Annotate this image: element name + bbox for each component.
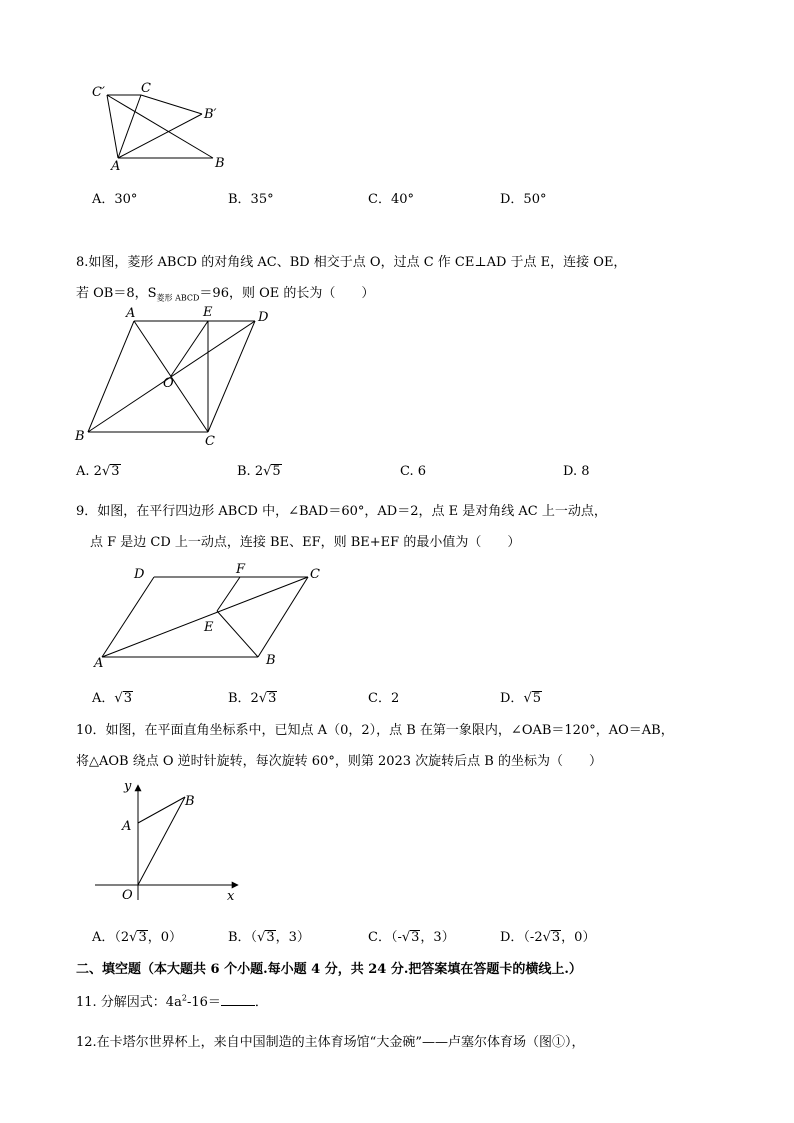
q9-option-d-radicand: 5 bbox=[532, 691, 542, 706]
q10-option-c-pre: C．（- bbox=[368, 930, 402, 945]
section2-heading: 二、填空题（本大题共 6 个小题.每小题 4 分，共 24 分.把答案填在答题卡的横线上.） bbox=[76, 962, 582, 977]
q10-label-y: y bbox=[124, 779, 132, 794]
q10-stem-line1: 10．如图，在平面直角坐标系中，已知点 A（0，2），点 B 在第一象限内，∠OAB＝120°，AO＝AB， bbox=[76, 723, 674, 738]
q8-label-b: B bbox=[75, 429, 85, 444]
q9-option-b-prefix: B．2 bbox=[228, 691, 259, 706]
q8-line2-b: ＝96，则 OE 的长为（ ） bbox=[199, 286, 375, 301]
q10-option-a-post: ，0） bbox=[147, 930, 183, 945]
q10-option-c-radicand: 3 bbox=[411, 930, 420, 945]
q10-option-b-radicand: 3 bbox=[266, 930, 275, 945]
q8-label-d: D bbox=[258, 310, 269, 325]
q9-option-b: B．2√3 bbox=[228, 691, 277, 706]
q9-stem-line2: 点 F 是边 CD 上一动点，连接 BE、EF，则 BE+EF 的最小值为（ ） bbox=[90, 535, 521, 550]
q10-option-b: B．（√3，3） bbox=[228, 930, 310, 945]
q9-option-d-prefix: D． bbox=[500, 691, 524, 706]
q9-label-f: F bbox=[236, 562, 246, 577]
q9-stem-line1: 9．如图，在平行四边形 ABCD 中，∠BAD＝60°，AD＝2，点 E 是对角线 AC 上一动点， bbox=[76, 504, 607, 519]
q8-option-c: C. 6 bbox=[400, 464, 427, 479]
q7-option-c: C．40° bbox=[368, 192, 414, 207]
q10-option-d: D．（-2√3，0） bbox=[500, 930, 596, 945]
q9-option-c: C．2 bbox=[368, 691, 400, 706]
q9-label-d: D bbox=[134, 567, 145, 582]
q10-option-b-post: ，3） bbox=[275, 930, 310, 945]
q9-label-a: A bbox=[94, 656, 104, 670]
q8-label-c: C bbox=[205, 434, 215, 449]
q8-line2-sub: 菱形 ABCD bbox=[156, 293, 200, 303]
q10-label-o: O bbox=[122, 888, 133, 903]
q7-label-c: C bbox=[141, 81, 151, 96]
q9-figure bbox=[90, 560, 330, 670]
q11-sup: 2 bbox=[181, 993, 187, 1003]
q11-post: -16＝ bbox=[186, 995, 221, 1010]
q9-label-c: C bbox=[310, 567, 320, 582]
q11-end: ． bbox=[254, 995, 268, 1010]
q8-option-b-prefix: B. 2 bbox=[237, 464, 264, 479]
q10-option-a-radicand: 3 bbox=[138, 930, 147, 945]
q9-label-e: E bbox=[204, 620, 214, 635]
q7-label-b: B bbox=[215, 156, 225, 171]
q12-stem: 12.在卡塔尔世界杯上，来自中国制造的主体育场馆“大金碗”——卢塞尔体育场（图①）， bbox=[76, 1035, 585, 1050]
q7-figure bbox=[85, 78, 245, 178]
q10-option-a-pre: A．（2 bbox=[92, 930, 130, 945]
q9-option-a-radicand: 3 bbox=[123, 691, 132, 706]
q8-stem-line2 bbox=[76, 282, 374, 304]
q11-answer-blank bbox=[221, 1005, 255, 1006]
q8-label-e: E bbox=[203, 305, 213, 320]
q10-option-d-pre: D．（-2 bbox=[500, 930, 543, 945]
q10-figure bbox=[90, 775, 250, 905]
q11-pre: 11. 分解因式：4a bbox=[76, 995, 182, 1010]
q10-option-b-pre: B．（ bbox=[228, 930, 258, 945]
q10-option-d-radicand: 3 bbox=[551, 930, 561, 945]
q11-stem bbox=[76, 991, 268, 1010]
q10-option-c: C．（-√3，3） bbox=[368, 930, 455, 945]
q7-label-a: A bbox=[111, 159, 121, 174]
q8-option-b-radicand: 5 bbox=[272, 464, 281, 479]
q8-option-b: B. 2√5 bbox=[237, 464, 281, 479]
q8-option-a-prefix: A. 2 bbox=[76, 464, 102, 479]
q9-option-a-prefix: A． bbox=[92, 691, 115, 706]
q7-label-b-prime: B′ bbox=[204, 107, 217, 122]
q10-option-d-post: ，0） bbox=[561, 930, 596, 945]
q9-option-d: D．√5 bbox=[500, 691, 542, 706]
q9-option-b-radicand: 3 bbox=[268, 691, 277, 706]
q10-option-a: A．（2√3，0） bbox=[92, 930, 183, 945]
q10-label-x: x bbox=[227, 889, 235, 904]
q10-stem-line2: 将△AOB 绕点 O 逆时针旋转，每次旋转 60°，则第 2023 次旋转后点 B 的坐标为（ ） bbox=[76, 754, 602, 769]
q7-option-d: D．50° bbox=[500, 192, 547, 207]
q7-option-b: B．35° bbox=[228, 192, 274, 207]
q8-label-o: O bbox=[163, 376, 174, 391]
q8-figure bbox=[70, 305, 280, 450]
q8-stem-line1: 8.如图，菱形 ABCD 的对角线 AC、BD 相交于点 O，过点 C 作 CE⊥AD 于点 E，连接 OE， bbox=[76, 255, 627, 270]
q7-label-c-prime: C′ bbox=[92, 85, 105, 100]
q8-line2-a: 若 OB＝8，S bbox=[76, 286, 157, 301]
q8-option-a-radicand: 3 bbox=[111, 464, 120, 479]
q10-option-c-post: ，3） bbox=[420, 930, 455, 945]
q8-option-a: A. 2√3 bbox=[76, 464, 120, 479]
q9-label-b: B bbox=[266, 653, 276, 668]
q8-label-a: A bbox=[126, 306, 136, 321]
q9-option-a: A．√3 bbox=[92, 691, 132, 706]
q10-label-b: B bbox=[185, 794, 195, 809]
q10-label-a: A bbox=[122, 819, 132, 834]
q8-option-d: D. 8 bbox=[563, 464, 590, 479]
q7-option-a: A．30° bbox=[92, 192, 138, 207]
